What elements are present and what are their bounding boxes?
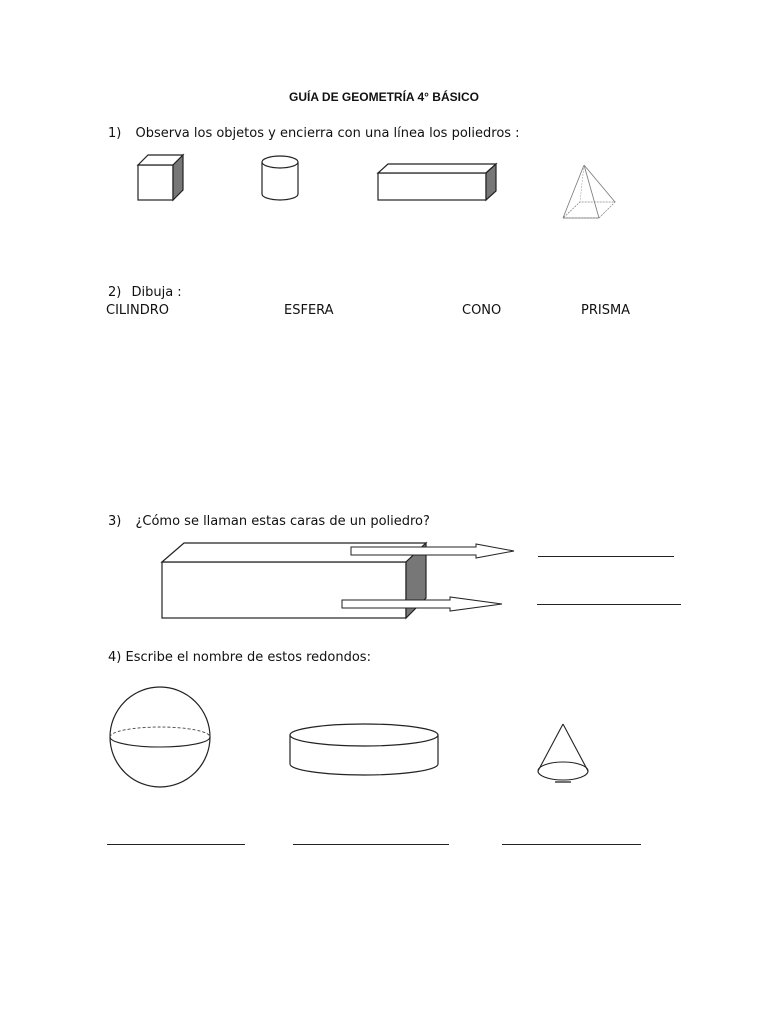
page-title: GUÍA DE GEOMETRÍA 4° BÁSICO — [289, 90, 479, 104]
question-1-number: 1) — [108, 126, 122, 141]
question-4-text: 4) Escribe el nombre de estos redondos: — [108, 650, 371, 665]
question-1 — [108, 126, 520, 141]
answer-line-cylinder[interactable] — [293, 844, 449, 845]
question-2-text: Dibuja : — [131, 285, 182, 300]
question-3-number: 3) — [108, 514, 122, 529]
long-prism-icon — [158, 540, 528, 622]
answer-line-top-face[interactable] — [538, 556, 674, 557]
draw-label-prisma: PRISMA — [581, 303, 631, 318]
question-2-number: 2) — [108, 285, 122, 300]
sphere-icon — [106, 686, 216, 790]
draw-label-cilindro: CILINDRO — [106, 303, 169, 318]
rectangular-prism-icon — [375, 160, 499, 204]
cube-icon — [135, 152, 187, 204]
draw-label-cono: CONO — [462, 303, 502, 318]
question-3 — [108, 514, 430, 529]
answer-line-cone[interactable] — [502, 844, 641, 845]
flat-cylinder-icon — [287, 722, 441, 778]
square-pyramid-icon — [558, 162, 622, 224]
question-3-text: ¿Cómo se llaman estas caras de un poliedro? — [135, 514, 430, 529]
answer-line-sphere[interactable] — [107, 844, 245, 845]
question-1-text: Observa los objetos y encierra con una línea los poliedros : — [135, 126, 520, 141]
draw-label-esfera: ESFERA — [284, 303, 334, 318]
question-2 — [108, 285, 182, 300]
cylinder-icon — [258, 152, 304, 204]
cone-icon — [533, 722, 595, 788]
answer-line-side-face[interactable] — [537, 604, 681, 605]
